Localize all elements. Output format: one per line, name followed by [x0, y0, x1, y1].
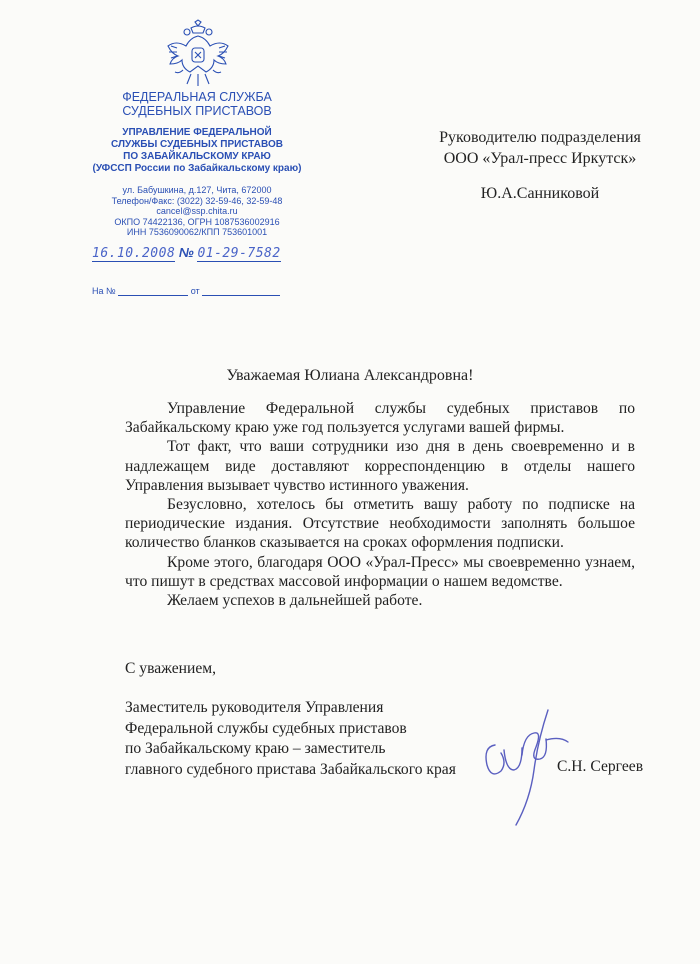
contact-block [92, 185, 302, 238]
paragraph: Безусловно, хотелось бы отметить вашу работу по подписке на периодические издания. Отсутствие необходимости заполнять большое количество бланков сказывается на сроках оформления подписки. [125, 496, 635, 552]
signatory-title-line: главного судебного пристава Забайкальского края [125, 760, 456, 778]
department-line: (УФССП России по Забайкальскому краю) [92, 163, 302, 174]
recipient-block [405, 127, 675, 204]
letter-date: 16.10.2008 [92, 246, 176, 261]
contact-address: ул. Бабушкина, д.127, Чита, 672000 [122, 185, 272, 195]
agency-name [92, 90, 302, 118]
signatory-title-line: по Забайкальскому краю – заместитель [125, 740, 386, 757]
agency-name-line: СУДЕБНЫХ ПРИСТАВОВ [122, 104, 272, 118]
signatory-title [125, 698, 485, 780]
department-line: ПО ЗАБАЙКАЛЬСКОМУ КРАЮ [123, 151, 271, 162]
recipient-line: Руководителю подразделения [439, 129, 641, 146]
paragraph: Тот факт, что ваши сотрудники изо дня в день своевременно и в надлежащем виде доставляют корреспонденцию в отделы нашего Управления вызывает чувство истинного уважения. [125, 438, 635, 494]
signatory-name: С.Н. Сергеев [557, 758, 644, 775]
agency-name-line: ФЕДЕРАЛЬНАЯ СЛУЖБА [122, 90, 272, 104]
department-line: СЛУЖБЫ СУДЕБНЫХ ПРИСТАВОВ [111, 139, 283, 150]
contact-inn: ИНН 7536090062/КПП 753601001 [126, 227, 268, 238]
closing-regards: С уважением, [125, 660, 217, 677]
paragraph: Управление Федеральной службы судебных приставов по Забайкальскому краю уже год пользуется услугами вашей фирмы. [125, 400, 635, 437]
reference-line [92, 286, 280, 296]
recipient-name: Ю.А.Санниковой [480, 185, 600, 202]
letter-body [125, 399, 635, 610]
coat-of-arms-emblem [163, 18, 233, 90]
ref-of-label: от [190, 286, 200, 296]
number-label: № [178, 245, 194, 260]
contact-phone: Телефон/Факс: (3022) 32-59-46, 32-59-48 [111, 195, 283, 206]
ref-date-blank [202, 286, 280, 296]
ref-number-blank [118, 286, 188, 296]
ref-label: На № [92, 286, 116, 296]
department-line: УПРАВЛЕНИЕ ФЕДЕРАЛЬНОЙ [122, 127, 272, 138]
outgoing-date-number [92, 245, 281, 262]
paragraph: Кроме этого, благодаря ООО «Урал-Пресс» мы своевременно узнаем, что пишут в средствах массовой информации о нашем ведомстве. [125, 553, 635, 590]
contact-email: cancel@ssp.chita.ru [156, 206, 238, 217]
signatory-title-line: Заместитель руководителя Управления [125, 699, 384, 716]
letter-number: 01-29-7582 [197, 246, 281, 261]
signatory-title-line: Федеральной службы судебных приставов [125, 719, 407, 737]
greeting: Уважаемая Юлиана Александровна! [226, 367, 474, 384]
department-name [92, 127, 302, 175]
paragraph: Желаем успехов в дальнейшей работе. [167, 592, 423, 610]
contact-okpo: ОКПО 74422136, ОГРН 1087536002916 [114, 216, 280, 227]
recipient-line: ООО «Урал-пресс Иркутск» [443, 150, 637, 167]
